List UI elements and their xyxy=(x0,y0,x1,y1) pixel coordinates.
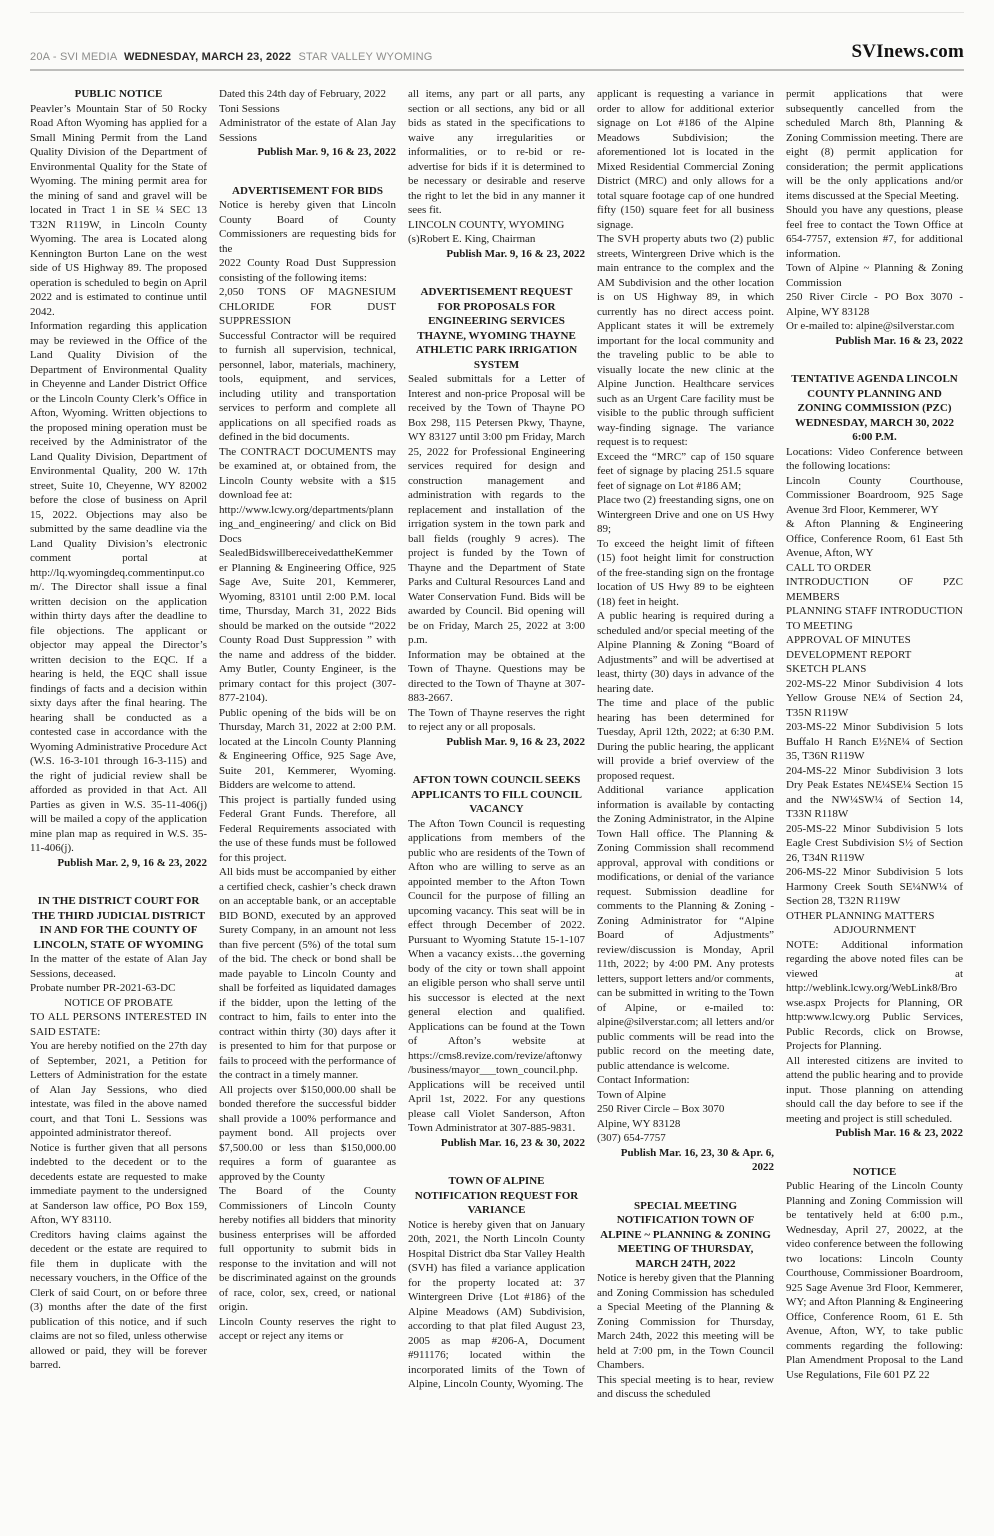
notice-paragraph: You are hereby notified on the 27th day of September, 2021, a Petition for Letters of Administration for the estate of Alan Jay Sessions, who died intestate, was filed in the above named court, and that Toni L. Sessions was appointed administrator thereof. xyxy=(30,1040,207,1139)
notice-paragraph: In the matter of the estate of Alan Jay Sessions, deceased. xyxy=(30,953,207,980)
notice-paragraph: The SVH property abuts two (2) public streets, Wintergreen Drive which is the main entrance to the complex and the AM Subdivision and the other location is on US Highway 89, in which currently has no direct access point. Applicant states it will be extremely important for the local community and the traveling public to be able to visually locate the new clinic at the Alpine Junction. Healthcare services such as an Urgent Care facility must be visible to the public through sufficient way-finding signage. The variance request is to request: xyxy=(597,233,774,448)
notice-paragraph: 2,050 TONS OF MAGNESIUM CHLORIDE FOR DUST SUPPRESSION xyxy=(219,286,396,327)
notice-paragraph: 202-MS-22 Minor Subdivision 4 lots Yellow Grouse NE¼ of Section 24, T35N R119W xyxy=(786,677,963,719)
notice-paragraph: PLANNING STAFF INTRODUCTION TO MEETING xyxy=(786,605,963,632)
notice-paragraph: Sealed submittals for a Letter of Interest and non-price Proposal will be received by the Town of Thayne PO Box 298, 115 Petersen Pkwy, Thayne, WY 83127 until 3:00 pm Friday, March 25, 2022 for Professional Engineering services required for design and construction management and administration with regards to the replacement and installation of the irrigation system in the town park and ball fields (roughly 9 acres). The project is funded by the Town of Thayne and the Department of State Parks and Cultural Resources Land and Water Conservation Fund. Bids will be awarded by Council. Bid opening will be on Friday, March 25, 2022 at 3:00 p.m. xyxy=(408,373,585,646)
notice-heading: AFTON TOWN COUNCIL SEEKS APPLICANTS TO FILL COUNCIL VACANCY xyxy=(410,774,583,815)
notice-paragraph: Should you have any questions, please feel free to contact the Town Office at 654-7757, extension #7, for additional information. xyxy=(786,204,963,260)
notice-paragraph: Contact Information: xyxy=(597,1074,690,1086)
notice-paragraph: 250 River Circle - PO Box 3070 - Alpine, WY 83128 xyxy=(786,291,963,318)
notice-paragraph: 250 River Circle – Box 3070 xyxy=(597,1103,725,1115)
publish-line: Publish Mar. 9, 16 & 23, 2022 xyxy=(446,735,585,748)
notice-paragraph: 204-MS-22 Minor Subdivision 3 lots Dry Peak Estates NE¼SE¼ Section 15 and the NW¼SW¼ of Section 14, T33N R118W xyxy=(786,764,963,820)
notice-paragraph: Public Hearing of the Lincoln County Planning and Zoning Commission will be tentatively held at 6:00 p.m., Wednesday, April 27, 20022, at the video conference between the following two locations: Lincoln County Courthouse, Commissioner Boardroom, 925 Sage Avenue 3rd Floor, Kemmerer, WY; and Afton Planning & Engineering Office, Conference Room, 61 E. 5th Avenue, Afton, WY, to take public comments regarding the following: Plan Amendment Proposal to the Land Use Regulations, File 601 PZ 22 xyxy=(786,1180,963,1381)
notice-heading: SPECIAL MEETING NOTIFICATION TOWN OF ALPINE ~ PLANNING & ZONING MEETING OF THURSDAY, MARCH 24TH, 2022 xyxy=(600,1199,771,1270)
notice-paragraph: 2022 County Road Dust Suppression consisting of the following items: xyxy=(219,257,396,284)
region-label: STAR VALLEY WYOMING xyxy=(298,51,433,63)
notice-paragraph: All projects over $150,000.00 shall be bonded therefore the successful bidder shall provide a 100% performance and payment bond. All projects over $7,500.00 or less than $150,000.00 requires a form of guarantee as approved by the County xyxy=(219,1083,396,1183)
notice-paragraph: Applications will be received until April 1st, 2022. For any questions please call Violet Sanderson, Afton Town Administrator at 307-885-9831. xyxy=(408,1078,585,1134)
header-left xyxy=(30,51,433,63)
notice-paragraph: LINCOLN COUNTY, WYOMING xyxy=(408,218,565,231)
notice-paragraph: Town of Alpine xyxy=(597,1088,666,1101)
notice-paragraph: all items, any part or all parts, any section or all sections, any bid or all bids as stated in the specifications to waive any irregularities or informalities, or to re-bid or re-advertise for bids if it is determined to be necessary or desirable and reserve the right to let the bid in any manner it sees fit. xyxy=(408,88,585,216)
page-number-label: 20A - SVI MEDIA xyxy=(30,51,117,63)
notice-paragraph: permit applications that were subsequently cancelled from the scheduled March 8th, Planning & Zoning Commission meeting. There are eight (8) permit application for consideration; the permit applications will be the only applications and/or items discussed at the Special Meeting. xyxy=(786,88,963,202)
publish-line: Publish Mar. 16, 23, 30 & Apr. 6, 2022 xyxy=(620,1146,774,1173)
notice-paragraph: A public hearing is required during a scheduled and/or special meeting of the Alpine Planning & Zoning “Board of Adjustments” and will be advertised at least, thirty (30) days in advance of the hearing date. xyxy=(597,610,774,695)
notice-paragraph: Lincoln County reserves the right to accept or reject any items or xyxy=(219,1315,396,1342)
notice-paragraph: Information may be obtained at the Town of Thayne. Questions may be directed to the Town of Thayne at 307-883-2667. xyxy=(408,648,585,704)
notice-paragraph: 205-MS-22 Minor Subdivision 5 lots Eagle Crest Subdivision S½ of Section 26, T34N R119W xyxy=(786,822,963,864)
notice-paragraph: Information regarding this application may be reviewed in the Office of the Land Quality Division of the Department of Environmental Quality in Cheyenne and Lander District Office or the Lincoln County Clerk’s Office in Afton, Wyoming. Written objections to the proposed mining operation must be received by the Administrator of the Land Quality Division, Department of Environmental Quality, 200 W. 17th street, Suite 10, Cheyenne, WY 82002 before the close of business on April 15, 2022. Objections may also be submitted by the same deadline via the Land Quality Division’s electronic comment portal at http://lq.wyomingdeq.commentinput.com/. The Director shall issue a final written decision on the application within thirty days after the deadline to file objections. The applicant or objector may appeal the Director’s written decision to the EQC. If a hearing is held, the EQC shall issue findings of facts and a decision within sixty days after the final hearing. The hearing shall be conducted as a contested case in accordance with the Wyoming Administrative Procedure Act (W.S. 16-3-101 through 16-3-115) and the right of judicial review shall be afforded as provided in that Act. All Parties as given in W.S. 35-11-406(j) will be mailed a copy of the application mine plan map as required in W.S. 35-11-406(j). xyxy=(30,320,207,854)
notice-heading: ADVERTISEMENT REQUEST FOR PROPOSALS FOR ENGINEERING SERVICES THAYNE, WYOMING THAYNE ATHLETIC PARK IRRIGATION SYSTEM xyxy=(415,286,578,371)
notice-paragraph: & Afton Planning & Engineering Office, Conference Room, 61 East 5th Avenue, Afton, WY xyxy=(786,518,963,559)
notice-paragraph: The CONTRACT DOCUMENTS may be examined at, or obtained from, the Lincoln County website with a $15 download fee at: xyxy=(219,445,396,501)
notice-heading: NOTICE xyxy=(852,1165,897,1178)
notice-paragraph: Public opening of the bids will be on Thursday, March 31, 2022 at 2:00 P.M. located at the Lincoln County Planning & Engineering Office, 925 Sage Ave, Suite 201, Kemmerer, Wyoming. Bidders are welcome to attend. xyxy=(219,706,396,791)
notice-paragraph: Creditors having claims against the decedent or the estate are required to file them in duplicate with the necessary vouchers, in the Office of the Clerk of said Court, on or before three (3) months after the date of the first publication of this notice, and if such claims are not so filed, unless otherwise allowed or paid, they will be forever barred. xyxy=(30,1228,207,1371)
notice-paragraph: Or e-mailed to: alpine@silverstar.com xyxy=(786,320,955,332)
notice-paragraph: The Afton Town Council is requesting applications from members of the public who are residents of the Town of Afton who are willing to serve as an appointed member to the Afton Town Council for the purpose of filling an upcoming vacancy. This seat will be in effect through December of 2022. Pursuant to Wyoming Statute 15-1-107 When a vacancy exists…the governing body of the city or town shall appoint an eligible person who shall serve until his successor is elected at the next general election and qualified. Applications can be found at the Town of Afton’s website at https://cms8.revize.com/revize/aftonwy/business/mayor___town_council.php. xyxy=(408,817,585,1076)
notice-paragraph: 203-MS-22 Minor Subdivision 5 lots Buffalo H Ranch E½NE¼ of Section 35, T36N R119W xyxy=(786,721,963,762)
notice-paragraph: Notice is hereby given that the Planning and Zoning Commission has scheduled a Special Meeting of the Planning & Zoning Commission for Thursday, March 24th, 2022 this meeting will be held at 7:00 pm, in the Town Council Chambers. xyxy=(597,1272,774,1371)
publish-line: Publish Mar. 16 & 23, 2022 xyxy=(835,1127,963,1139)
notice-paragraph: Place two (2) freestanding signs, one on Wintergreen Drive and one on US Hwy 89; xyxy=(597,494,774,535)
notice-paragraph: NOTE: Additional information regarding the above noted files can be viewed at http://weblink.lcwy.org/WebLink8/Browse.aspx Projects for Planning, OR http:www.lcwy.org Public Services, Public Records, click on Browse, Projects for Planning. xyxy=(786,938,963,1052)
newspaper-column-4 xyxy=(597,87,774,1402)
newspaper-column-5 xyxy=(786,87,963,1402)
notice-paragraph: Exceed the “MRC” cap of 150 square feet of signage by placing 251.5 square feet of signage on Lot #186 AM; xyxy=(597,450,774,492)
notice-heading: ADVERTISEMENT FOR BIDS xyxy=(232,184,383,197)
notice-heading: PUBLIC NOTICE xyxy=(74,88,163,100)
notice-paragraph: APPROVAL OF MINUTES xyxy=(786,634,911,646)
notice-paragraph: All interested citizens are invited to attend the public hearing and to provide input. Those planning on attending should call the day before to see if the meeting and project is still scheduled. xyxy=(786,1054,963,1125)
notice-heading: IN THE DISTRICT COURT FOR THE THIRD JUDICIAL DISTRICT IN AND FOR THE COUNTY OF LINCOLN, STATE OF WYOMING xyxy=(31,895,206,951)
notice-paragraph: Dated this 24th day of February, 2022 xyxy=(219,88,387,100)
notice-paragraph: CALL TO ORDER xyxy=(786,561,872,574)
notices-area xyxy=(30,87,964,1402)
notice-paragraph: Town of Alpine ~ Planning & Zoning Commission xyxy=(786,262,963,289)
website-masthead: SVInews.com xyxy=(851,41,964,62)
notice-paragraph: Successful Contractor will be required to furnish all supervision, technical, personnel, labor, materials, machinery, tools, equipment, and services, including utility and transportation services to perform and complete all applications on all specified roads as defined in the bid documents. xyxy=(219,329,396,443)
notice-paragraph: This project is partially funded using Federal Grant Funds. Therefore, all Federal Requirements associated with the use of these funds must be followed for this project. xyxy=(219,793,396,864)
notice-paragraph: The Town of Thayne reserves the right to reject any or all proposals. xyxy=(408,706,585,733)
publish-line: Publish Mar. 16, 23 & 30, 2022 xyxy=(440,1136,585,1149)
notice-paragraph: Notice is further given that all persons indebted to the decedent or to the decedents estate are requested to make immediate payment to the undersigned at Sanderson law office, PO Box 159, Afton, WY 83110. xyxy=(30,1141,207,1226)
notice-paragraph: Notice is hereby given that on January 20th, 2021, the North Lincoln County Hospital District dba Star Valley Health (SVH) has filed a variance application for the property located at: 37 Wintergreen Drive {Lot #186} of the Alpine Meadows (AM) Subdivision, according to that plat filed August 23, 2005 as map #206-A, Document #911176; located within the incorporated limits of the Town of Alpine, Lincoln County, Wyoming. The xyxy=(408,1218,585,1390)
notice-centered-line: ADJOURNMENT xyxy=(833,924,916,936)
notice-paragraph: OTHER PLANNING MATTERS xyxy=(786,909,935,922)
notice-paragraph: SKETCH PLANS xyxy=(786,663,867,675)
notice-paragraph: Peavler’s Mountain Star of 50 Rocky Road Afton Wyoming has applied for a Small Mining Permit from the Land Quality Division of the Department of Environmental Quality for the State of Wyoming. The mining permit area for the mining of sand and gravel will be located in Tract 1 in SE ¼ SEC 13 T32N R119W, in Lincoln County Wyoming. The area is Located along Kennington Burton Lane on the west side of US Highway 89. The proposed operation is scheduled to begin on April 2022 and is estimated to continue until 2042. xyxy=(30,102,207,318)
publish-line: Publish Mar. 9, 16 & 23, 2022 xyxy=(446,247,585,260)
publish-line: Publish Mar. 2, 9, 16 & 23, 2022 xyxy=(57,856,207,869)
notice-paragraph: Notice is hereby given that Lincoln County Board of County Commissioners are requesting bids for the xyxy=(219,199,396,255)
notice-paragraph: Toni Sessions xyxy=(219,102,280,115)
notice-paragraph: applicant is requesting a variance in order to allow for additional exterior signage on Lot #186 of the Alpine Meadows Subdivision; the aforementioned lot is located in the Mixed Residential Commercial Zoning District (MRC) and only allows for a total square footage cap of one hundred fifty (150) square feet for all business signage. xyxy=(597,88,774,231)
notice-paragraph: Lincoln County Courthouse, Commissioner Boardroom, 925 Sage Avenue 3rd Floor, Kemmerer, WY xyxy=(786,474,963,516)
notice-paragraph: DEVELOPMENT REPORT xyxy=(786,648,912,661)
notice-paragraph: TO ALL PERSONS INTERESTED IN SAID ESTATE: xyxy=(30,1011,207,1038)
notice-paragraph: To exceed the height limit of fifteen (15) foot height limit for construction of the free-standing sign on the frontage location of US Hwy 89 to be eighteen (18) feet in height. xyxy=(597,537,774,608)
notice-paragraph: (307) 654-7757 xyxy=(597,1132,666,1144)
notice-heading: TENTATIVE AGENDA LINCOLN COUNTY PLANNING AND ZONING COMMISSION (PZC) WEDNESDAY, MARCH 30, 2022 6:00 P.M. xyxy=(791,373,958,443)
notice-paragraph: (s)Robert E. King, Chairman xyxy=(408,233,536,245)
notice-heading: TOWN OF ALPINE NOTIFICATION REQUEST FOR VARIANCE xyxy=(414,1175,579,1216)
notice-paragraph: INTRODUCTION OF PZC MEMBERS xyxy=(786,576,963,603)
notice-paragraph: SealedBidswillbereceivedattheKemmerer Planning & Engineering Office, 925 Sage Ave, Suite 201, Kemmerer, Wyoming, 83101 until 2:00 P.M. local time, Thursday, March 31, 2022 Bids should be marked on the outside “2022 County Road Dust Suppression ” with the name and address of the bidder. Amy Butler, County Engineer, is the primary contact for this project (307-877-2104). xyxy=(219,547,396,704)
notice-paragraph: 206-MS-22 Minor Subdivision 5 lots Harmony Creek South SE¼NW¼ of Section 28, T32N R119W xyxy=(786,866,963,907)
notice-centered-line: NOTICE OF PROBATE xyxy=(64,996,173,1009)
notice-paragraph: Alpine, WY 83128 xyxy=(597,1117,681,1130)
newspaper-column-2 xyxy=(219,87,396,1402)
notice-paragraph: Probate number PR-2021-63-DC xyxy=(30,982,176,994)
issue-date: WEDNESDAY, MARCH 23, 2022 xyxy=(124,51,292,63)
notice-paragraph: This special meeting is to hear, review and discuss the scheduled xyxy=(597,1373,774,1400)
publish-line: Publish Mar. 9, 16 & 23, 2022 xyxy=(257,146,396,158)
notice-paragraph: The Board of the County Commissioners of Lincoln County hereby notifies all bidders that minority business enterprises will be afforded full opportunity to submit bids in response to the invitation and will not be discriminated against on the grounds of race, color, sex, creed, or national origin. xyxy=(219,1185,396,1313)
newspaper-column-1 xyxy=(30,87,207,1402)
notice-paragraph: The time and place of the public hearing has been determined for Tuesday, April 12th, 2022; at 6:30 P.M. During the public hearing, the applicant will provide a brief overview of the proposed request. xyxy=(597,697,774,782)
notice-paragraph: Locations: Video Conference between the following locations: xyxy=(786,445,963,472)
newspaper-column-3 xyxy=(408,87,585,1402)
notice-paragraph: Administrator of the estate of Alan Jay Sessions xyxy=(219,117,396,144)
notice-paragraph: Additional variance application information is available by contacting the Zoning Administrator, in the Alpine Town Hall office. The Planning & Zoning Commission shall recommend approval, approval with conditions or modifications, or denial of the variance request. Submission deadline for comments to the Planning & Zoning - Zoning Administrator for “Alpine Board of Adjustments” review/discussion is Monday, April 11th, 2022; by 4:00 PM. Any protests letters, support letters and/or comments, can be submitted in writing to the Town of Alpine, or e-mailed to: alpine@silverstar.com; all letters and/or public comments will be read into the public record on the meeting date, public attendance is welcome. xyxy=(597,784,774,1072)
publish-line: Publish Mar. 16 & 23, 2022 xyxy=(835,334,963,347)
page-header xyxy=(30,12,964,71)
notice-paragraph: http://www.lcwy.org/departments/planning_and_engineering/ and click on Bid Docs xyxy=(219,503,396,545)
notice-paragraph: All bids must be accompanied by either a certified check, cashier’s check drawn on an acceptable bank, or an acceptable BID BOND, executed by an approved Surety Company, in an amount not less than five percent (5%) of the total sum of the bid. The check or bond shall be made payable to Lincoln County and shall be forfeited as liquidated damages if the bidder, upon the letting of the contract to him, fails to enter into the contract within thirty (30) days after it is presented to him for that purpose or fails to proceed with the performance of the contract in a timely manner. xyxy=(219,866,396,1081)
